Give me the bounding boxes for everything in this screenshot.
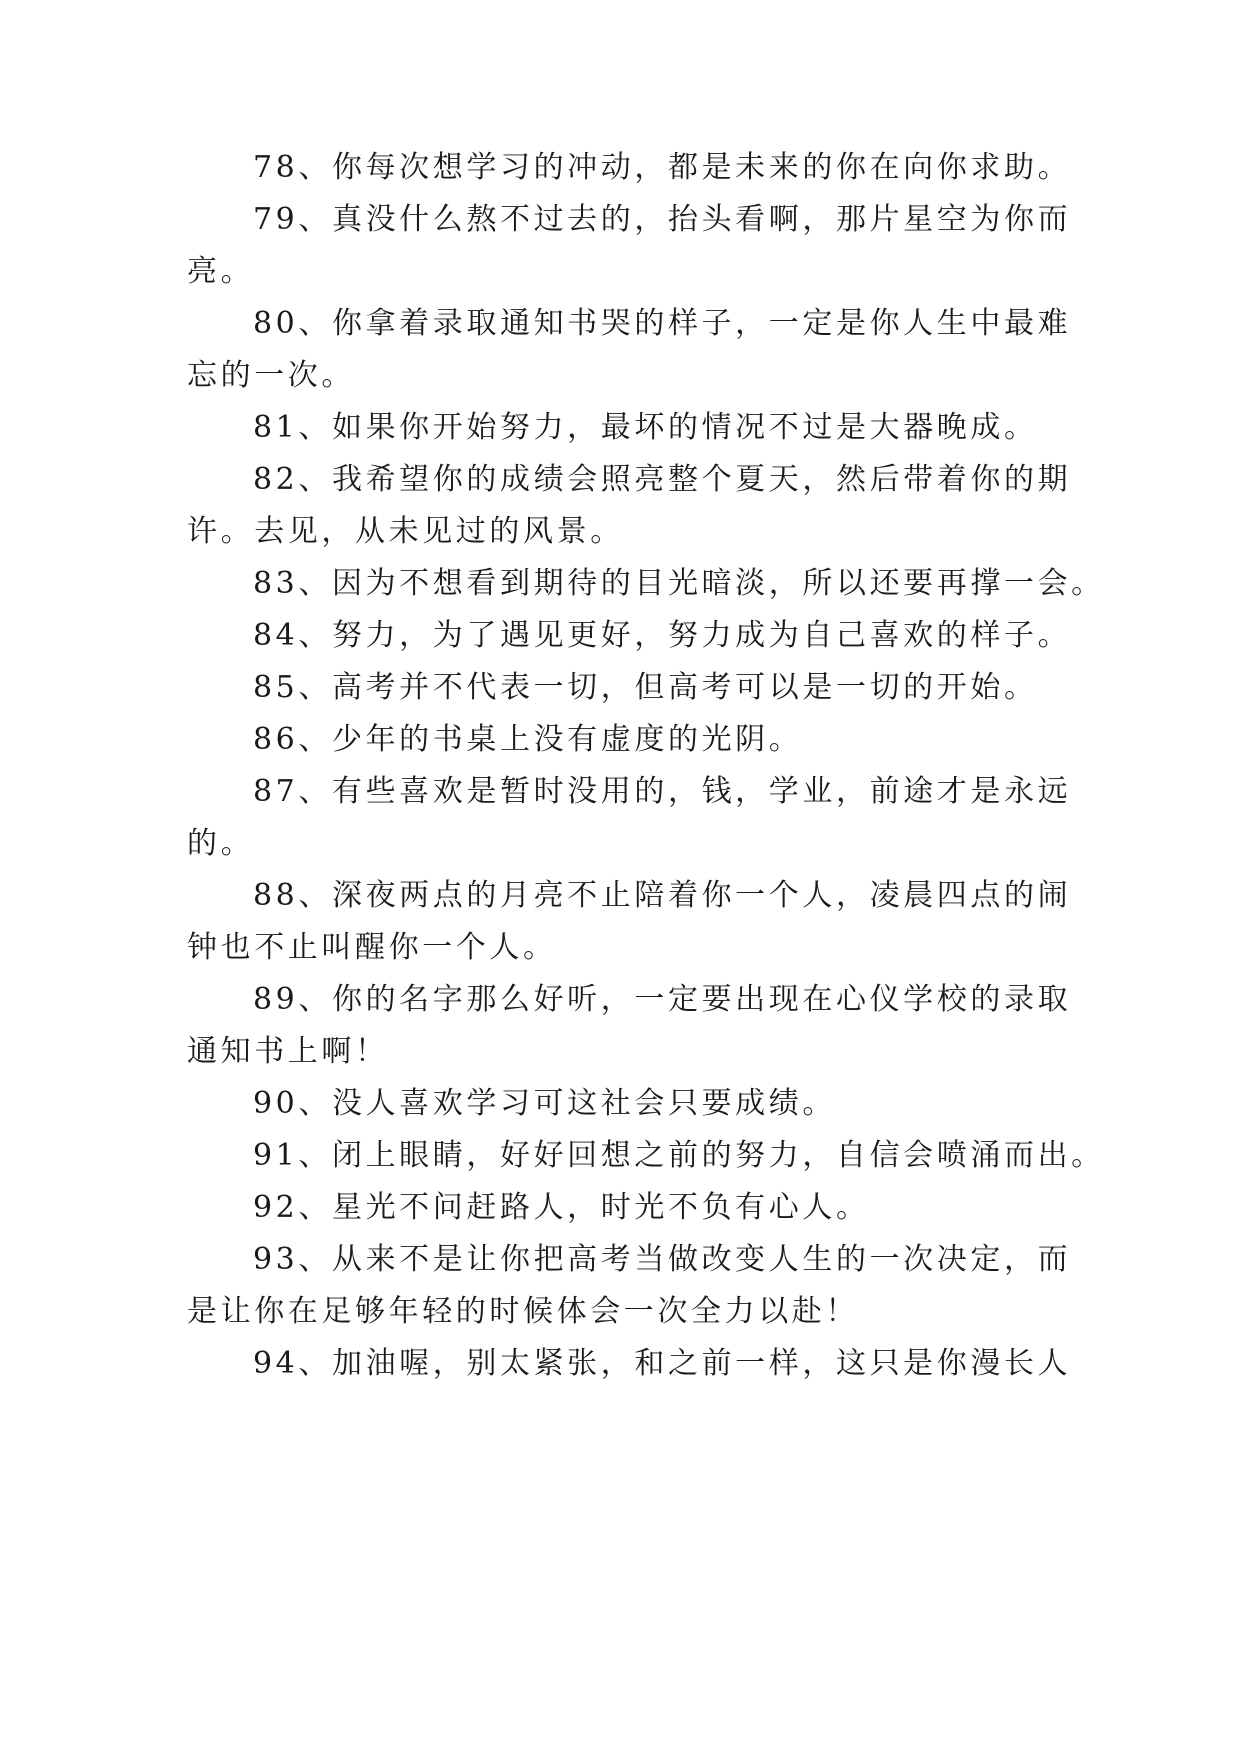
quote-94: 94、加油喔，别太紧张，和之前一样，这只是你漫长人 [253, 1346, 1072, 1381]
quote-78: 78、你每次想学习的冲动，都是未来的你在向你求助。 [253, 150, 1072, 185]
quote-87: 87、有些喜欢是暂时没用的，钱，学业，前途才是永远 [253, 774, 1072, 809]
quote-89-continued: 通知书上啊！ [187, 1034, 389, 1069]
quote-91: 91、闭上眼睛，好好回想之前的努力，自信会喷涌而出。 [253, 1138, 1105, 1173]
quote-82: 82、我希望你的成绩会照亮整个夏天，然后带着你的期 [253, 462, 1072, 497]
quote-88: 88、深夜两点的月亮不止陪着你一个人，凌晨四点的闹 [253, 878, 1072, 913]
quote-93: 93、从来不是让你把高考当做改变人生的一次决定，而 [253, 1242, 1072, 1277]
quote-83: 83、因为不想看到期待的目光暗淡，所以还要再撑一会。 [253, 566, 1105, 601]
quote-82-continued: 许。去见，从未见过的风景。 [187, 514, 624, 549]
quote-84: 84、努力，为了遇见更好，努力成为自己喜欢的样子。 [253, 618, 1072, 653]
quote-92: 92、星光不问赶路人，时光不负有心人。 [253, 1190, 870, 1225]
quote-79: 79、真没什么熬不过去的，抬头看啊，那片星空为你而 [253, 202, 1072, 237]
quote-81: 81、如果你开始努力，最坏的情况不过是大器晚成。 [253, 410, 1038, 445]
quote-90: 90、没人喜欢学习可这社会只要成绩。 [253, 1086, 836, 1121]
quote-87-continued: 的。 [187, 826, 255, 861]
quote-80-continued: 忘的一次。 [187, 358, 355, 393]
quote-79-continued: 亮。 [187, 254, 255, 289]
quote-80: 80、你拿着录取通知书哭的样子，一定是你人生中最难 [253, 306, 1072, 341]
quote-88-continued: 钟也不止叫醒你一个人。 [187, 930, 557, 965]
quote-85: 85、高考并不代表一切，但高考可以是一切的开始。 [253, 670, 1038, 705]
quote-89: 89、你的名字那么好听，一定要出现在心仪学校的录取 [253, 982, 1072, 1017]
quote-86: 86、少年的书桌上没有虚度的光阴。 [253, 722, 803, 757]
quote-93-continued: 是让你在足够年轻的时候体会一次全力以赴！ [187, 1294, 859, 1329]
